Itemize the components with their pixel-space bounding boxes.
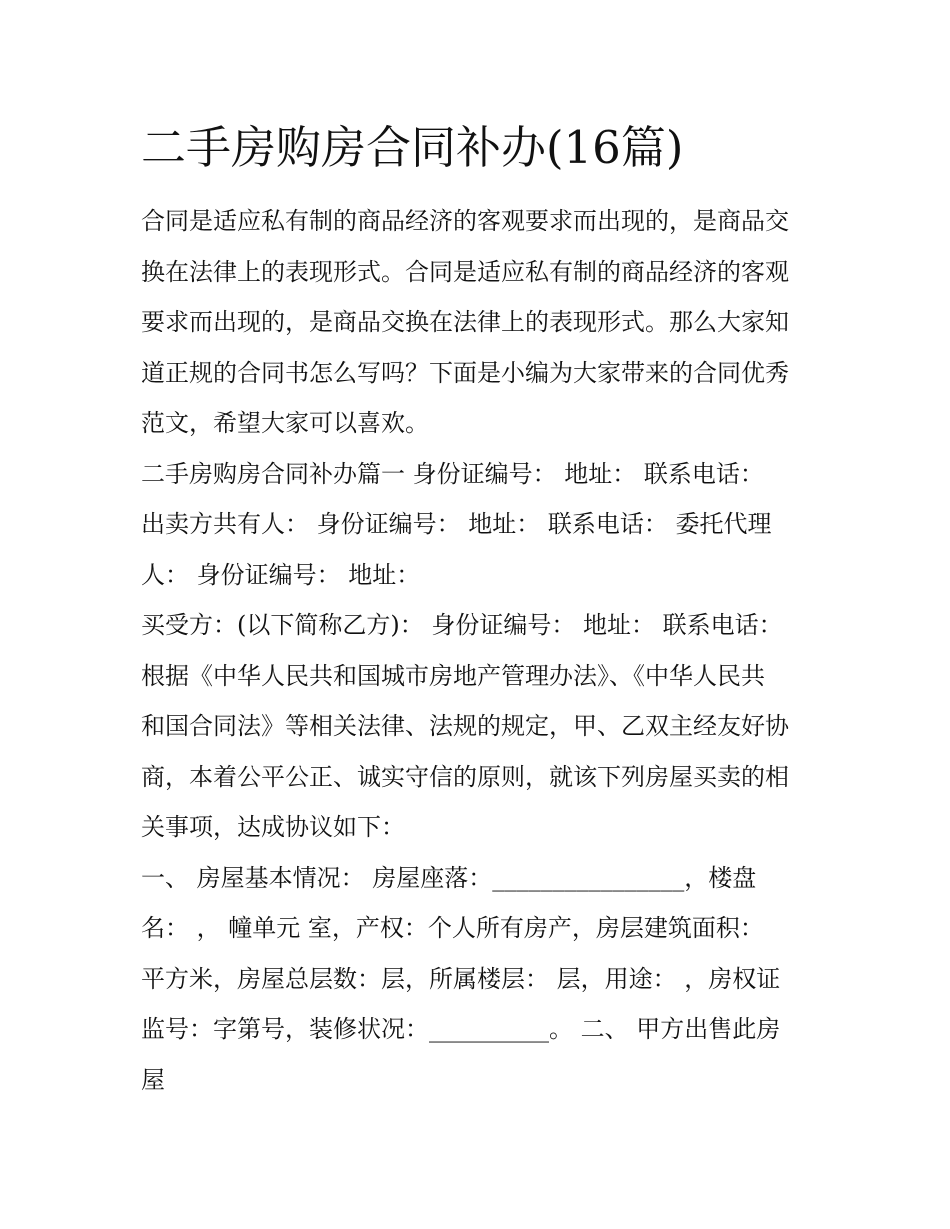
body-line: 人： 身份证编号： 地址： [141,560,421,589]
body-line: 名： ， 幢单元 室，产权：个人所有房产，房层建筑面积： [141,914,764,942]
body-line: 要求而出现的，是商品交换在法律上的表现形式。那么大家知 [141,308,789,336]
body-line: 屋 [141,1065,165,1094]
body-line: 关事项，达成协议如下： [141,813,405,841]
body-line: 平方米，房屋总层数：层，所属楼层： 层，用途： ，房权证 [141,964,781,993]
body-line: 换在法律上的表现形式。合同是适应私有制的商品经济的客观 [141,257,789,286]
body-line: 和国合同法》等相关法律、法规的规定，甲、乙双主经友好协 [141,712,789,740]
body-line: 二手房购房合同补办篇一 身份证编号： 地址： 联系电话： [141,459,764,488]
body-line: 一、 房屋基本情况： 房屋座落：________________，楼盘 [141,863,757,892]
body-line: 合同是适应私有制的商品经济的客观要求而出现的，是商品交 [141,207,789,235]
document-title: 二手房购房合同补办(16篇) [141,121,684,174]
body-line: 监号：字第号，装修状况：__________。 二、 甲方出售此房 [141,1015,781,1043]
body-line: 出卖方共有人： 身份证编号： 地址： 联系电话： 委托代理 [141,510,772,538]
document-body [141,196,821,1105]
body-line: 范文，希望大家可以喜欢。 [141,409,429,437]
body-line: 买受方：(以下简称乙方)： 身份证编号： 地址： 联系电话： [141,611,783,639]
body-line: 道正规的合同书怎么写吗？下面是小编为大家带来的合同优秀 [141,358,789,387]
body-line: 商，本着公平公正、诚实守信的原则，就该下列房屋买卖的相 [141,762,789,791]
body-line: 根据《中华人民共和国城市房地产管理办法》、《中华人民共 [141,661,765,690]
